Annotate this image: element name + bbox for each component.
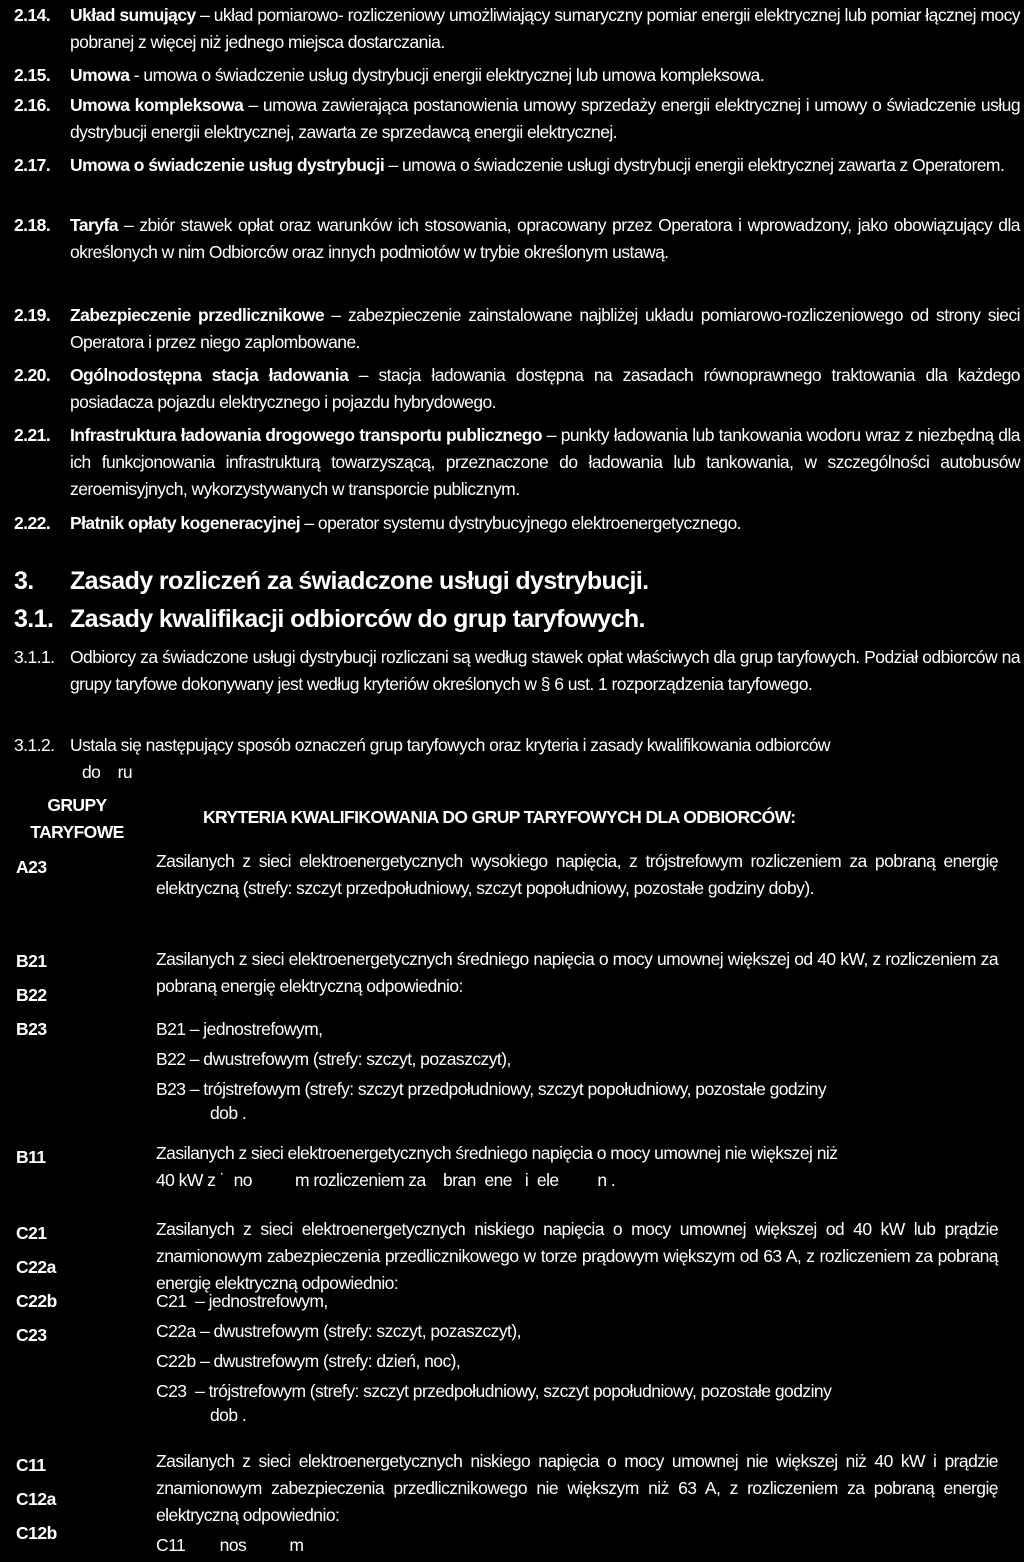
- group-code: B11: [16, 1147, 46, 1167]
- group-codes-b1: [16, 1140, 96, 1174]
- group-code: B21: [16, 951, 47, 971]
- definition-number: 2.19.: [14, 305, 51, 325]
- group-codes-c1: [16, 1448, 96, 1550]
- group-code: C22a: [16, 1257, 56, 1277]
- paragraph-3-1-2: [14, 732, 1020, 786]
- definition-2-20: [14, 362, 1020, 416]
- group-code: C21: [16, 1223, 47, 1243]
- table-header-groups: [14, 792, 140, 846]
- section-number: 3.: [14, 567, 34, 595]
- definition-number: 2.21.: [14, 425, 51, 445]
- section-title: Zasady kwalifikacji odbiorców do grup taryfowych.: [70, 605, 645, 633]
- criteria-sub-item: C21 – jednostrefowym,: [156, 1291, 328, 1311]
- definition-term: Umowa kompleksowa: [70, 95, 244, 115]
- section-title: Zasady rozliczeń za świadczone usługi dystrybucji.: [70, 567, 649, 595]
- definition-term: Umowa: [70, 65, 130, 85]
- paragraph-text: Ustala się następujący sposób oznaczeń grup taryfowych oraz kryteria i zasady kwalifikowania odbiorców: [70, 735, 830, 755]
- group-code: B23: [16, 1019, 47, 1039]
- paragraph-3-1-1: [14, 644, 1020, 698]
- group-codes-b2: [16, 944, 96, 1046]
- criteria-sub-item: B22 – dwustrefowym (strefy: szczyt, pozaszczyt),: [156, 1049, 511, 1069]
- section-3-1-heading: [14, 602, 645, 636]
- paragraph-text-continuation: do ru: [82, 762, 133, 782]
- criteria-sub-item-continuation: dob .: [210, 1405, 247, 1425]
- group-codes-c2: [16, 1216, 96, 1352]
- criteria-b1: [156, 1140, 998, 1194]
- definition-term: Umowa o świadczenie usług dystrybucji: [70, 155, 385, 175]
- definition-number: 2.14.: [14, 5, 51, 25]
- section-number: 3.1.: [14, 605, 54, 633]
- definition-text: – umowa zawierająca postanowienia umowy sprzedaży energii elektrycznej i umowy o świadczenie usług dystrybucji energii elektrycznej, zawarta ze sprzedawcą energii elektrycznej.: [70, 95, 1021, 142]
- definition-term: Zabezpieczenie przedlicznikowe: [70, 305, 325, 325]
- paragraph-number: 3.1.1.: [14, 647, 55, 667]
- definition-2-16: [14, 92, 1020, 146]
- group-code: A23: [16, 857, 47, 877]
- criteria-c2: Zasilanych z sieci elektroenergetycznych niskiego napięcia o mocy umownej większej od 40 kW lub prądzie znamionowym zabezpieczenia przedlicznikowego w torze prądowym większym od 63 A, z rozliczeniem za pobraną energię elektryczną odpowiednio:: [156, 1219, 998, 1293]
- group-code: B22: [16, 985, 47, 1005]
- definition-text: – punkty ładowania lub tankowania wodoru wraz z niezbędną dla ich funkcjonowania infrastrukturą towarzyszącą, przeznaczone do ładowania lub tankowania, w szczególności autobusów zeroemisyjnych, wykorzystywanych w transporcie publicznym.: [70, 425, 1020, 499]
- paragraph-text: Odbiorcy za świadczone usługi dystrybucji rozliczani są według stawek opłat właściwych dla grup taryfowych. Podział odbiorców na grupy taryfowe dokonywany jest według kryteriów określonych w § 6 ust. 1 rozporządzenia taryfowego.: [70, 647, 1020, 694]
- definition-text: – stacja ładowania dostępna na zasadach równoprawnego traktowania dla każdego posiadacza pojazdu elektrycznego i pojazdu hybrydowego.: [70, 365, 1020, 412]
- definition-number: 2.18.: [14, 215, 51, 235]
- definition-text: – zbiór stawek opłat oraz warunków ich stosowania, opracowany przez Operatora i wprowadzony, jako obowiązujący dla określonych w nim Odbiorców oraz innych podmiotów w trybie określonym ustawą.: [70, 215, 1020, 262]
- criteria-b2: Zasilanych z sieci elektroenergetycznych średniego napięcia o mocy umownej większej od 40 kW, z rozliczeniem za pobraną energię elektryczną odpowiednio:: [156, 949, 998, 996]
- definition-2-17: [14, 152, 1020, 179]
- criteria-sub-item: C11 nos m: [156, 1535, 304, 1555]
- definition-text: – umowa o świadczenie usługi dystrybucji energii elektrycznej zawarta z Operatorem.: [384, 155, 1005, 175]
- group-code: C12b: [16, 1523, 57, 1543]
- header-line: TARYFOWE: [30, 822, 124, 842]
- definition-2-22: [14, 510, 1020, 537]
- definition-term: Taryfa: [70, 215, 118, 235]
- definition-number: 2.17.: [14, 155, 51, 175]
- criteria-sub-item: C22a – dwustrefowym (strefy: szczyt, pozaszczyt),: [156, 1321, 521, 1341]
- section-3-heading: [14, 564, 649, 598]
- group-code: C12a: [16, 1489, 56, 1509]
- definition-number: 2.22.: [14, 513, 51, 533]
- criteria-c1: Zasilanych z sieci elektroenergetycznych niskiego napięcia o mocy umownej nie większej niż 40 kW i prądzie znamionowym zabezpieczenia przedlicznikowego nie większym niż 63 A, z rozliczeniem za pobraną energię elektryczną odpowiednio:: [156, 1451, 998, 1525]
- definition-2-18: [14, 212, 1020, 266]
- definition-2-14: [14, 2, 1020, 56]
- definition-2-15: [14, 62, 1020, 89]
- criteria-text-continuation: 40 kW z ˙ no m rozliczeniem za bran ene i ele n .: [156, 1170, 616, 1190]
- criteria-sub-item-continuation: dob .: [210, 1103, 247, 1123]
- criteria-sub-item: C23 – trójstrefowym (strefy: szczyt przedpołudniowy, szczyt popołudniowy, pozostałe godziny: [156, 1381, 832, 1401]
- group-code: C23: [16, 1325, 47, 1345]
- definition-text: – zabezpieczenie zainstalowane najbliżej układu pomiarowo-rozliczeniowego od strony sieci Operatora i przez niego zaplombowane.: [70, 305, 1020, 352]
- criteria-sub-item: C22b – dwustrefowym (strefy: dzień, noc),: [156, 1351, 461, 1371]
- definition-term: Infrastruktura ładowania drogowego transportu publicznego: [70, 425, 543, 445]
- paragraph-number: 3.1.2.: [14, 735, 55, 755]
- definition-text: – operator systemu dystrybucyjnego elektroenergetycznego.: [300, 513, 741, 533]
- definition-text: - umowa o świadczenie usług dystrybucji energii elektrycznej lub umowa kompleksowa.: [129, 65, 765, 85]
- group-code: C11: [16, 1455, 46, 1475]
- definition-term: Układ sumujący: [70, 5, 196, 25]
- group-codes-a: [16, 850, 96, 884]
- definition-number: 2.16.: [14, 95, 51, 115]
- criteria-sub-item: B23 – trójstrefowym (strefy: szczyt przedpołudniowy, szczyt popołudniowy, pozostałe godziny: [156, 1079, 827, 1099]
- table-header-criteria: KRYTERIA KWALIFIKOWANIA DO GRUP TARYFOWYCH DLA ODBIORCÓW:: [203, 807, 796, 827]
- header-line: GRUPY: [47, 795, 107, 815]
- criteria-sub-item: B21 – jednostrefowym,: [156, 1019, 323, 1039]
- group-code: C22b: [16, 1291, 57, 1311]
- definition-text: – układ pomiarowo- rozliczeniowy umożliwiający sumaryczny pomiar energii elektrycznej lub pomiar łącznej mocy pobranej z więcej niż jednego miejsca dostarczania.: [70, 5, 1020, 52]
- criteria-text: Zasilanych z sieci elektroenergetycznych średniego napięcia o mocy umownej nie większej niż: [156, 1143, 838, 1163]
- definition-2-19: [14, 302, 1020, 356]
- definition-term: Płatnik opłaty kogeneracyjnej: [70, 513, 301, 533]
- definition-number: 2.15.: [14, 65, 51, 85]
- definition-number: 2.20.: [14, 365, 51, 385]
- definition-2-21: [14, 422, 1020, 503]
- criteria-a: Zasilanych z sieci elektroenergetycznych wysokiego napięcia, z trójstrefowym rozliczeniem za pobraną energię elektryczną (strefy: szczyt przedpołudniowy, szczyt popołudniowy, pozostałe godziny doby).: [156, 851, 998, 898]
- definition-term: Ogólnodostępna stacja ładowania: [70, 365, 349, 385]
